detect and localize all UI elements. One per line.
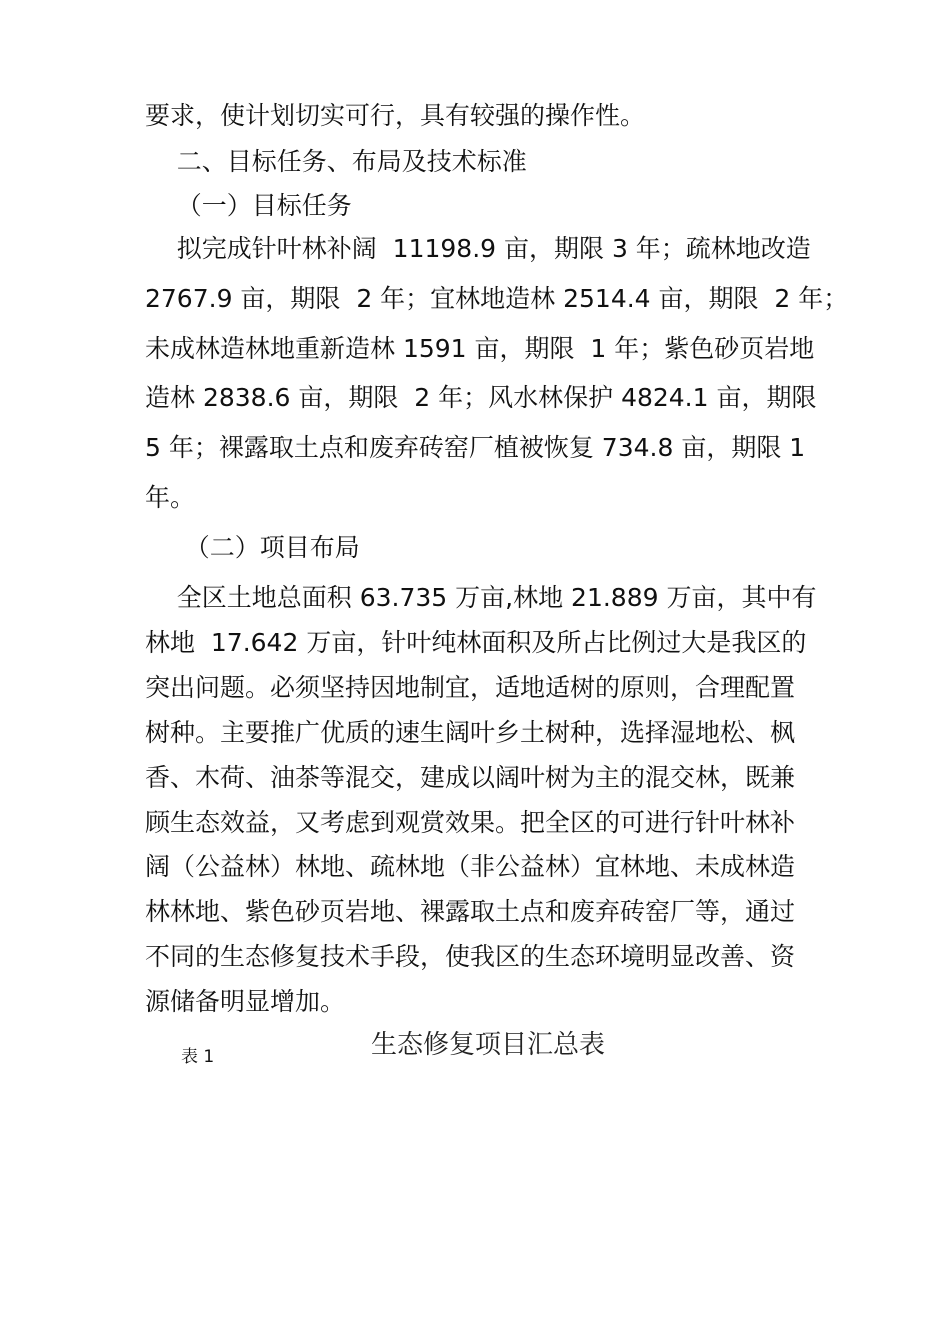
paragraph-line: 香、木荷、油茶等混交，建成以阔叶树为主的混交林，既兼 (145, 763, 796, 792)
paragraph-line: 顾生态效益，又考虑到观赏效果。把全区的可进行针叶林补 (145, 808, 796, 837)
paragraph-line: 要求，使计划切实可行，具有较强的操作性。 (145, 101, 646, 130)
section-heading: 二、目标任务、布局及技术标准 (145, 147, 527, 176)
paragraph-line: 源储备明显增加。 (145, 987, 346, 1016)
paragraph-line: 全区土地总面积 63.735 万亩,林地 21.889 万亩，其中有 (145, 583, 817, 612)
subsection-heading: （二）项目布局 (145, 533, 360, 562)
paragraph-line: 林地 17.642 万亩，针叶纯林面积及所占比例过大是我区的 (145, 628, 807, 657)
paragraph-line: 突出问题。必须坚持因地制宜，适地适树的原则，合理配置 (145, 673, 796, 702)
paragraph-line: 树种。主要推广优质的速生阔叶乡土树种，选择湿地松、枫 (145, 718, 796, 747)
paragraph-line: 未成林造林地重新造林 1591 亩，期限 1 年；紫色砂页岩地 (145, 334, 815, 363)
paragraph-line: 造林 2838.6 亩，期限 2 年；风水林保护 4824.1 亩，期限 (145, 383, 817, 412)
paragraph-line: 2767.9 亩，期限 2 年；宜林地造林 2514.4 亩，期限 2 年； (145, 284, 849, 313)
subsection-heading: （一）目标任务 (145, 191, 352, 220)
paragraph-line: 阔（公益林）林地、疏林地（非公益林）宜林地、未成林造 (145, 852, 796, 881)
paragraph-line: 5 年；裸露取土点和废弃砖窑厂植被恢复 734.8 亩，期限 1 (145, 433, 806, 462)
paragraph-line: 年。 (145, 483, 196, 512)
paragraph-line: 林林地、紫色砂页岩地、裸露取土点和废弃砖窑厂等，通过 (145, 897, 796, 926)
table-title: 生态修复项目汇总表 (371, 1030, 606, 1060)
paragraph-line: 拟完成针叶林补阔 11198.9 亩，期限 3 年；疏林地改造 (145, 234, 811, 263)
table-label: 表 1 (181, 1047, 215, 1067)
paragraph-line: 不同的生态修复技术手段，使我区的生态环境明显改善、资 (145, 942, 796, 971)
